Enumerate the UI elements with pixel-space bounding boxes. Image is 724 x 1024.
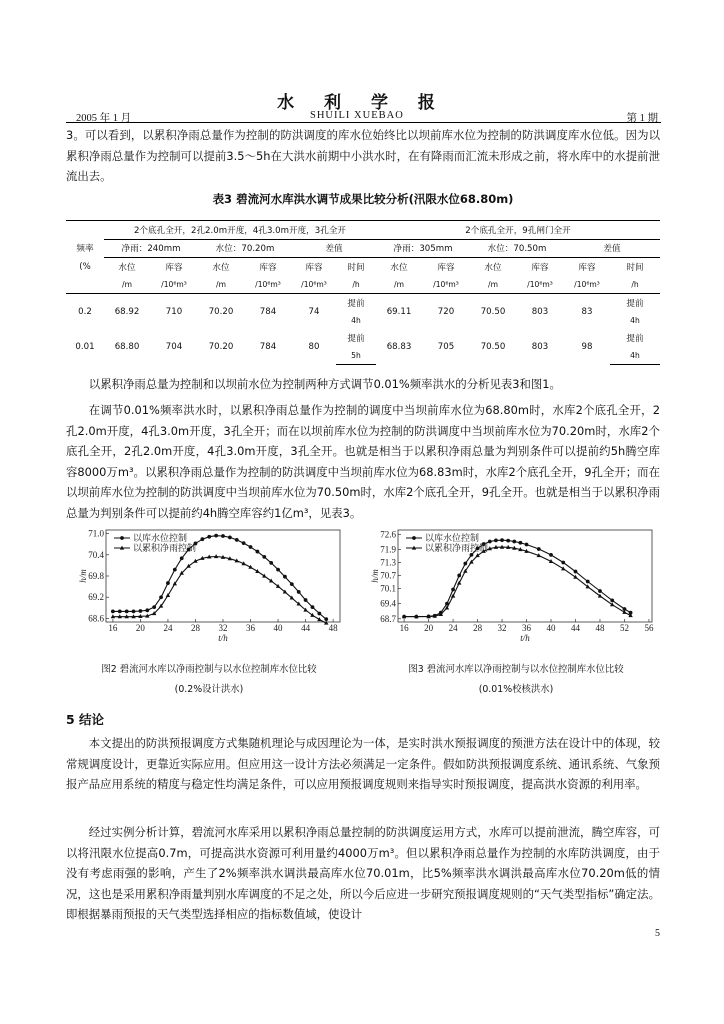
col-head: 库容 (165, 262, 183, 273)
data-point-circle (125, 609, 129, 613)
data-point-circle (506, 539, 510, 543)
header-rule (66, 122, 661, 123)
data-point-circle (525, 543, 529, 547)
figure-3-caption: 图3 碧流河水库以净雨控制与以水位控制库水位比较 (408, 664, 624, 675)
level-right: 水位：70.50m (470, 239, 564, 258)
col-unit: /10⁶m³ (244, 276, 292, 294)
col-unit: /m (198, 276, 244, 294)
freq-unit: (% (79, 261, 91, 272)
data-point-circle (276, 568, 280, 572)
analysis-text: 在调节0.01%频率洪水时，以累积净雨总量作为控制的调度中当坝前库水位为68.80m时，水库2个底孔全开，2孔2.0m开度，4孔3.0m开度，3孔全开；而在以坝前库水位为控制的防洪调度中当坝前库水位为70.20m时，水库2个底孔全开，2孔2.0m开度，4孔3.0m开度，3孔全开。也就是相当于以累积净雨总量为判别条件可以提前约5h腾空库容8000万m³。以累积净雨总量作为控制的防洪调度中当坝前库水位为68.83m时，水库2个底孔全开，9孔全开；而在以坝前库水位为控制的防洪调度中当坝前库水位为70.50m时，水库2个底孔全开，9孔全开。也就是相当于以累积净雨总量为判别条件可以提前约4h腾空库容约1亿m³，见表3。 (66, 403, 660, 520)
data-point-circle (297, 590, 301, 594)
data-point-circle (111, 609, 115, 613)
data-point-circle (159, 595, 163, 599)
col-head: 时间 (626, 262, 644, 273)
x-tick-label: 44 (301, 623, 311, 633)
x-tick-label: 28 (190, 623, 200, 633)
data-point-circle (132, 609, 136, 613)
group-left-header: 2个底孔全开，2孔2.0m开度，4孔3.0m开度，3孔全开 (104, 221, 376, 240)
legend-label: 以库水位控制 (425, 533, 480, 543)
freq-label: 频率 (76, 244, 94, 255)
diff-left: 差值 (292, 239, 376, 258)
data-point-triangle (186, 564, 190, 568)
legend-marker-circle (412, 536, 416, 540)
net-rain-right: 净雨：305mm (376, 239, 470, 258)
data-point-circle (324, 617, 328, 621)
y-tick-label: 69.2 (88, 592, 104, 603)
data-point-circle (283, 575, 287, 579)
conclusion-paragraph-2 (66, 822, 660, 925)
x-tick-label: 32 (218, 623, 228, 633)
data-point-circle (242, 541, 246, 545)
col-head: 时间 (347, 262, 365, 273)
x-axis-label: t/h (520, 633, 530, 643)
data-point-circle (228, 536, 232, 540)
x-tick-label: 20 (135, 623, 145, 633)
row-freq: 0.01 (75, 341, 95, 352)
level-left: 水位：70.20m (198, 239, 292, 258)
col-unit: /10⁶m³ (422, 276, 470, 294)
conclusion-text-2: 经过实例分析计算，碧流河水库采用以累积净雨总量控制的防洪调度运用方式，水库可以提前泄流，腾空库容，可以将汛限水位提高0.7m，可提高洪水资源可利用量约4000万m³。但以累积净雨总量作为控制的水库防洪调度，由于没有考虑雨强的影响，产生了2%频率洪水调洪最高库水位70.01m，比5%频率洪水调洪最高库水位70.20m低的情况，这也是采用累积净雨量判别水库调度的不足之处，所以今后应进一步研究预报调度规则的“天气类型指标”确定法。即根据暴雨预报的天气类型选择相应的指标数值域，使设计 (66, 825, 660, 921)
data-point-circle (145, 608, 149, 612)
data-point-circle (173, 568, 177, 572)
figure-3-chart (370, 524, 660, 644)
data-point-circle (200, 537, 204, 541)
data-point-circle (317, 612, 321, 616)
legend-label: 以累积净雨控制 (425, 543, 489, 553)
conclusion-paragraph-1 (66, 733, 660, 795)
col-unit: /m (376, 276, 422, 294)
comparison-table: 2个底孔全开，2孔2.0m开度，4孔3.0m开度，3孔全开 2个底孔全开，9孔闸门全开 频率 净雨：240mm 水位：70.20m 差值 净雨：305mm 水位：70.50m 差值 (% 水位 库容 水位 库容 库容 时间 水位 库容 水位 库容 库容 时间 /m /10⁶m³ /m /10⁶m³ /10⁶m³ /h /m /10⁶m³ /m /10⁶m³ /10⁶m³ /h 0.2 68.92 710 70.20 784 74 提前 69.11 720 70.50 803 83 提前 4h 4h 0.01 68.80 704 70.20 784 80 提前 68.83 705 70.50 803 98 提前 5h 4h (66, 220, 660, 365)
y-tick-label: 68.7 (380, 613, 396, 624)
data-point-triangle (457, 581, 461, 585)
series-line-2 (113, 557, 326, 624)
data-point-circle (598, 589, 602, 593)
x-tick-label: 36 (522, 623, 532, 633)
x-tick-label: 24 (448, 623, 458, 633)
y-tick-label: 71.9 (380, 544, 396, 555)
section-heading: 5 结论 (66, 712, 105, 727)
data-point-circle (152, 605, 156, 609)
data-point-circle (118, 609, 122, 613)
legend-label: 以累积净雨控制 (133, 543, 197, 553)
y-axis-label: h/m (370, 569, 380, 583)
x-tick-label: 20 (424, 623, 434, 633)
x-tick-label: 32 (497, 623, 507, 633)
figure-2-caption: 图2 碧流河水库以净雨控制与以水位控制库水位比较 (101, 664, 317, 675)
issue-number: 第 1 期 (626, 113, 658, 124)
data-point-circle (166, 581, 170, 585)
row-freq: 0.2 (78, 306, 92, 317)
y-tick-label: 71.3 (380, 557, 396, 568)
series-line-2 (404, 547, 630, 617)
col-unit: /m (470, 276, 516, 294)
data-point-circle (180, 556, 184, 560)
data-point-circle (586, 580, 590, 584)
data-point-circle (549, 553, 553, 557)
data-point-circle (304, 598, 308, 602)
legend-marker-circle (120, 536, 124, 540)
data-point-circle (235, 538, 239, 542)
x-axis-label: t/h (218, 633, 228, 643)
col-unit: /10⁶m³ (150, 276, 198, 294)
data-point-circle (488, 540, 492, 544)
x-tick-label: 56 (644, 623, 654, 633)
data-point-circle (221, 534, 225, 538)
data-point-circle (574, 570, 578, 574)
y-axis-label: h/m (78, 569, 88, 583)
data-point-circle (463, 562, 467, 566)
group-right-header: 2个底孔全开，9孔闸门全开 (376, 221, 660, 240)
col-unit: /10⁶m³ (516, 276, 564, 294)
advance-label: 提前 (347, 298, 365, 309)
data-point-circle (512, 540, 516, 544)
data-point-circle (470, 553, 474, 557)
col-head: 库容 (531, 262, 549, 273)
col-unit: /10⁶m³ (292, 276, 336, 294)
x-tick-label: 40 (273, 623, 283, 633)
figure-2-subcaption: (0.2%设计洪水) (174, 684, 244, 695)
col-unit: /h (610, 276, 660, 294)
x-tick-label: 44 (570, 623, 580, 633)
x-tick-label: 36 (246, 623, 256, 633)
page-number: 5 (655, 928, 660, 939)
data-point-circle (249, 545, 253, 549)
x-tick-label: 40 (546, 623, 556, 633)
col-head: 库容 (437, 262, 455, 273)
data-point-circle (561, 561, 565, 565)
data-point-circle (139, 609, 143, 613)
x-tick-label: 48 (328, 623, 338, 633)
col-head: 库容 (578, 262, 596, 273)
figure-3-subcaption: (0.01%校核洪水) (478, 684, 554, 695)
y-tick-label: 72.6 (380, 529, 396, 540)
net-rain-left: 净雨：240mm (104, 239, 198, 258)
data-point-circle (519, 541, 523, 545)
freq-head-blank (66, 221, 104, 240)
y-tick-label: 70.1 (380, 583, 396, 594)
intro-paragraph (66, 125, 660, 187)
x-tick-label: 16 (399, 623, 409, 633)
figure-2-chart (78, 524, 348, 644)
col-head: 水位 (118, 262, 136, 273)
x-tick-label: 28 (473, 623, 483, 633)
data-point-circle (311, 605, 315, 609)
col-unit: /10⁶m³ (564, 276, 610, 294)
x-tick-label: 24 (163, 623, 173, 633)
advance-label: 提前 (626, 298, 644, 309)
data-point-triangle (475, 553, 479, 557)
y-tick-label: 68.6 (88, 613, 104, 624)
advance-label: 提前 (347, 333, 365, 344)
col-unit: /m (104, 276, 150, 294)
col-head: 水位 (484, 262, 502, 273)
table-caption: 表3 碧流河水库洪水调节成果比较分析(汛限水位68.80m) (212, 192, 514, 206)
data-point-circle (207, 535, 211, 539)
col-head: 库容 (259, 262, 277, 273)
col-head: 库容 (305, 262, 323, 273)
journal-title: 水 利 学 报 (277, 93, 447, 113)
data-point-circle (262, 555, 266, 559)
y-tick-label: 69.8 (88, 571, 104, 581)
col-unit: /h (336, 276, 376, 294)
journal-latin-name: SHUILI XUEBAO (310, 110, 404, 121)
data-point-circle (537, 547, 541, 551)
x-tick-label: 52 (619, 623, 629, 633)
col-head: 水位 (212, 262, 230, 273)
after-table-text: 以累积净雨总量为控制和以坝前水位为控制两种方式调节0.01%频率洪水的分析见表3和图1。 (88, 377, 561, 391)
diff-right: 差值 (564, 239, 660, 258)
data-point-circle (451, 588, 455, 592)
y-tick-label: 71.0 (88, 528, 104, 539)
data-point-circle (256, 550, 260, 554)
data-point-circle (610, 598, 614, 602)
data-point-circle (214, 534, 218, 538)
x-tick-label: 48 (595, 623, 605, 633)
data-point-circle (457, 574, 461, 578)
issue-date: 2005 年 1 月 (76, 113, 132, 124)
table-row: 0.01 68.80 704 70.20 784 80 提前 68.83 705 70.50 803 98 提前 (66, 329, 660, 347)
y-tick-label: 70.4 (88, 549, 104, 560)
analysis-paragraph (66, 400, 660, 523)
data-point-circle (290, 582, 294, 586)
intro-text: 3。可以看到，以累积净雨总量作为控制的防洪调度的库水位始终比以坝前库水位为控制的防洪调度库水位低。因为以累积净雨总量作为控制可以提前3.5～5h在大洪水前期中小洪水时，在有降雨而汇流未形成之前，将水库中的水提前泄流出去。 (66, 128, 660, 183)
data-point-triangle (269, 579, 273, 583)
x-tick-label: 16 (108, 623, 118, 633)
y-tick-label: 70.7 (380, 570, 396, 581)
conclusion-text-1: 本文提出的防洪预报调度方式集随机理论与成因理论为一体，是实时洪水预报调度的预泄方法在设计中的体现，较常规调度设计，更靠近实际应用。但应用这一设计方法必须满足一定条件。假如防洪预报调度系统、通讯系统、气象预报产品应用系统的精度与稳定性均满足条件，可以应用预报调度规则来指导实时预报调度，提高洪水资源的利用率。 (66, 736, 660, 791)
y-tick-label: 69.4 (380, 598, 396, 609)
table-row: 0.2 68.92 710 70.20 784 74 提前 69.11 720 70.50 803 83 提前 (66, 294, 660, 312)
legend-label: 以库水位控制 (133, 533, 188, 543)
data-point-circle (500, 538, 504, 542)
advance-label: 提前 (626, 333, 644, 344)
data-point-circle (494, 538, 498, 542)
after-table-paragraph (66, 374, 660, 395)
data-point-circle (269, 561, 273, 565)
col-head: 水位 (390, 262, 408, 273)
